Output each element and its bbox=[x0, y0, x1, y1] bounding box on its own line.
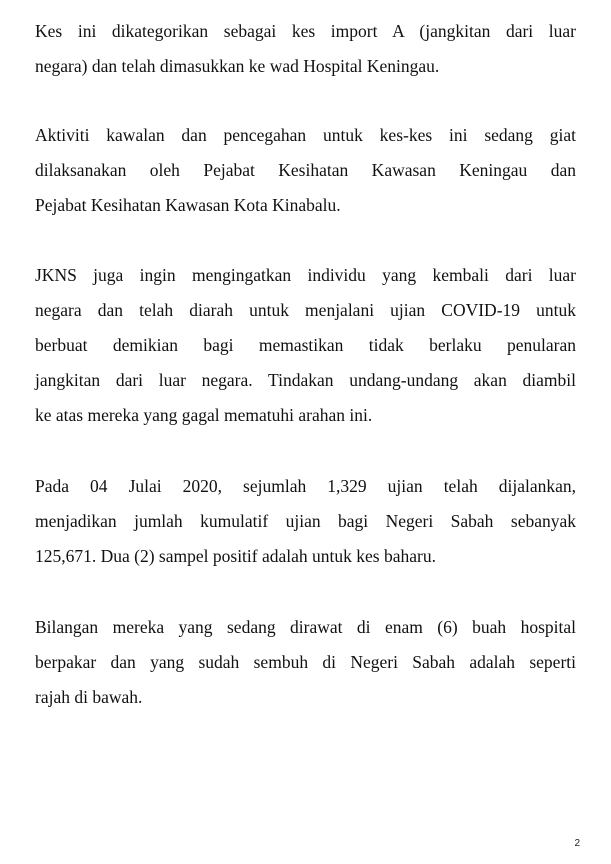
text-line: Pada 04 Julai 2020, sejumlah 1,329 ujian telah dijalankan, bbox=[35, 476, 576, 496]
text-line: ke atas mereka yang gagal mematuhi arahan ini. bbox=[35, 405, 373, 425]
text-line: jangkitan dari luar negara. Tindakan undang-undang akan diambil bbox=[35, 370, 576, 390]
text-line: Bilangan mereka yang sedang dirawat di enam (6) buah hospital bbox=[35, 617, 576, 637]
text-line: negara dan telah diarah untuk menjalani ujian COVID-19 untuk bbox=[35, 300, 576, 320]
text-line: berpakar dan yang sudah sembuh di Negeri Sabah adalah seperti bbox=[35, 652, 576, 672]
text-line: dilaksanakan oleh Pejabat Kesihatan Kawasan Keningau dan bbox=[35, 160, 576, 180]
paragraph-control-activities bbox=[35, 118, 576, 223]
text-line: Pejabat Kesihatan Kawasan Kota Kinabalu. bbox=[35, 195, 341, 215]
paragraph-import-case bbox=[35, 14, 576, 84]
text-line: menjadikan jumlah kumulatif ujian bagi Negeri Sabah sebanyak bbox=[35, 511, 576, 531]
text-line: JKNS juga ingin mengingatkan individu yang kembali dari luar bbox=[35, 265, 576, 285]
text-line: negara) dan telah dimasukkan ke wad Hospital Keningau. bbox=[35, 56, 440, 76]
text-line: Kes ini dikategorikan sebagai kes import A (jangkitan dari luar bbox=[35, 21, 576, 41]
paragraph-test-statistics bbox=[35, 469, 576, 574]
text-line: Aktiviti kawalan dan pencegahan untuk kes-kes ini sedang giat bbox=[35, 125, 576, 145]
paragraph-jkns-reminder bbox=[35, 258, 576, 433]
text-line: 125,671. Dua (2) sampel positif adalah untuk kes baharu. bbox=[35, 546, 436, 566]
page-number: 2 bbox=[574, 838, 580, 849]
text-line: rajah di bawah. bbox=[35, 687, 143, 707]
paragraph-hospital-treatment bbox=[35, 610, 576, 715]
text-line: berbuat demikian bagi memastikan tidak berlaku penularan bbox=[35, 335, 576, 355]
